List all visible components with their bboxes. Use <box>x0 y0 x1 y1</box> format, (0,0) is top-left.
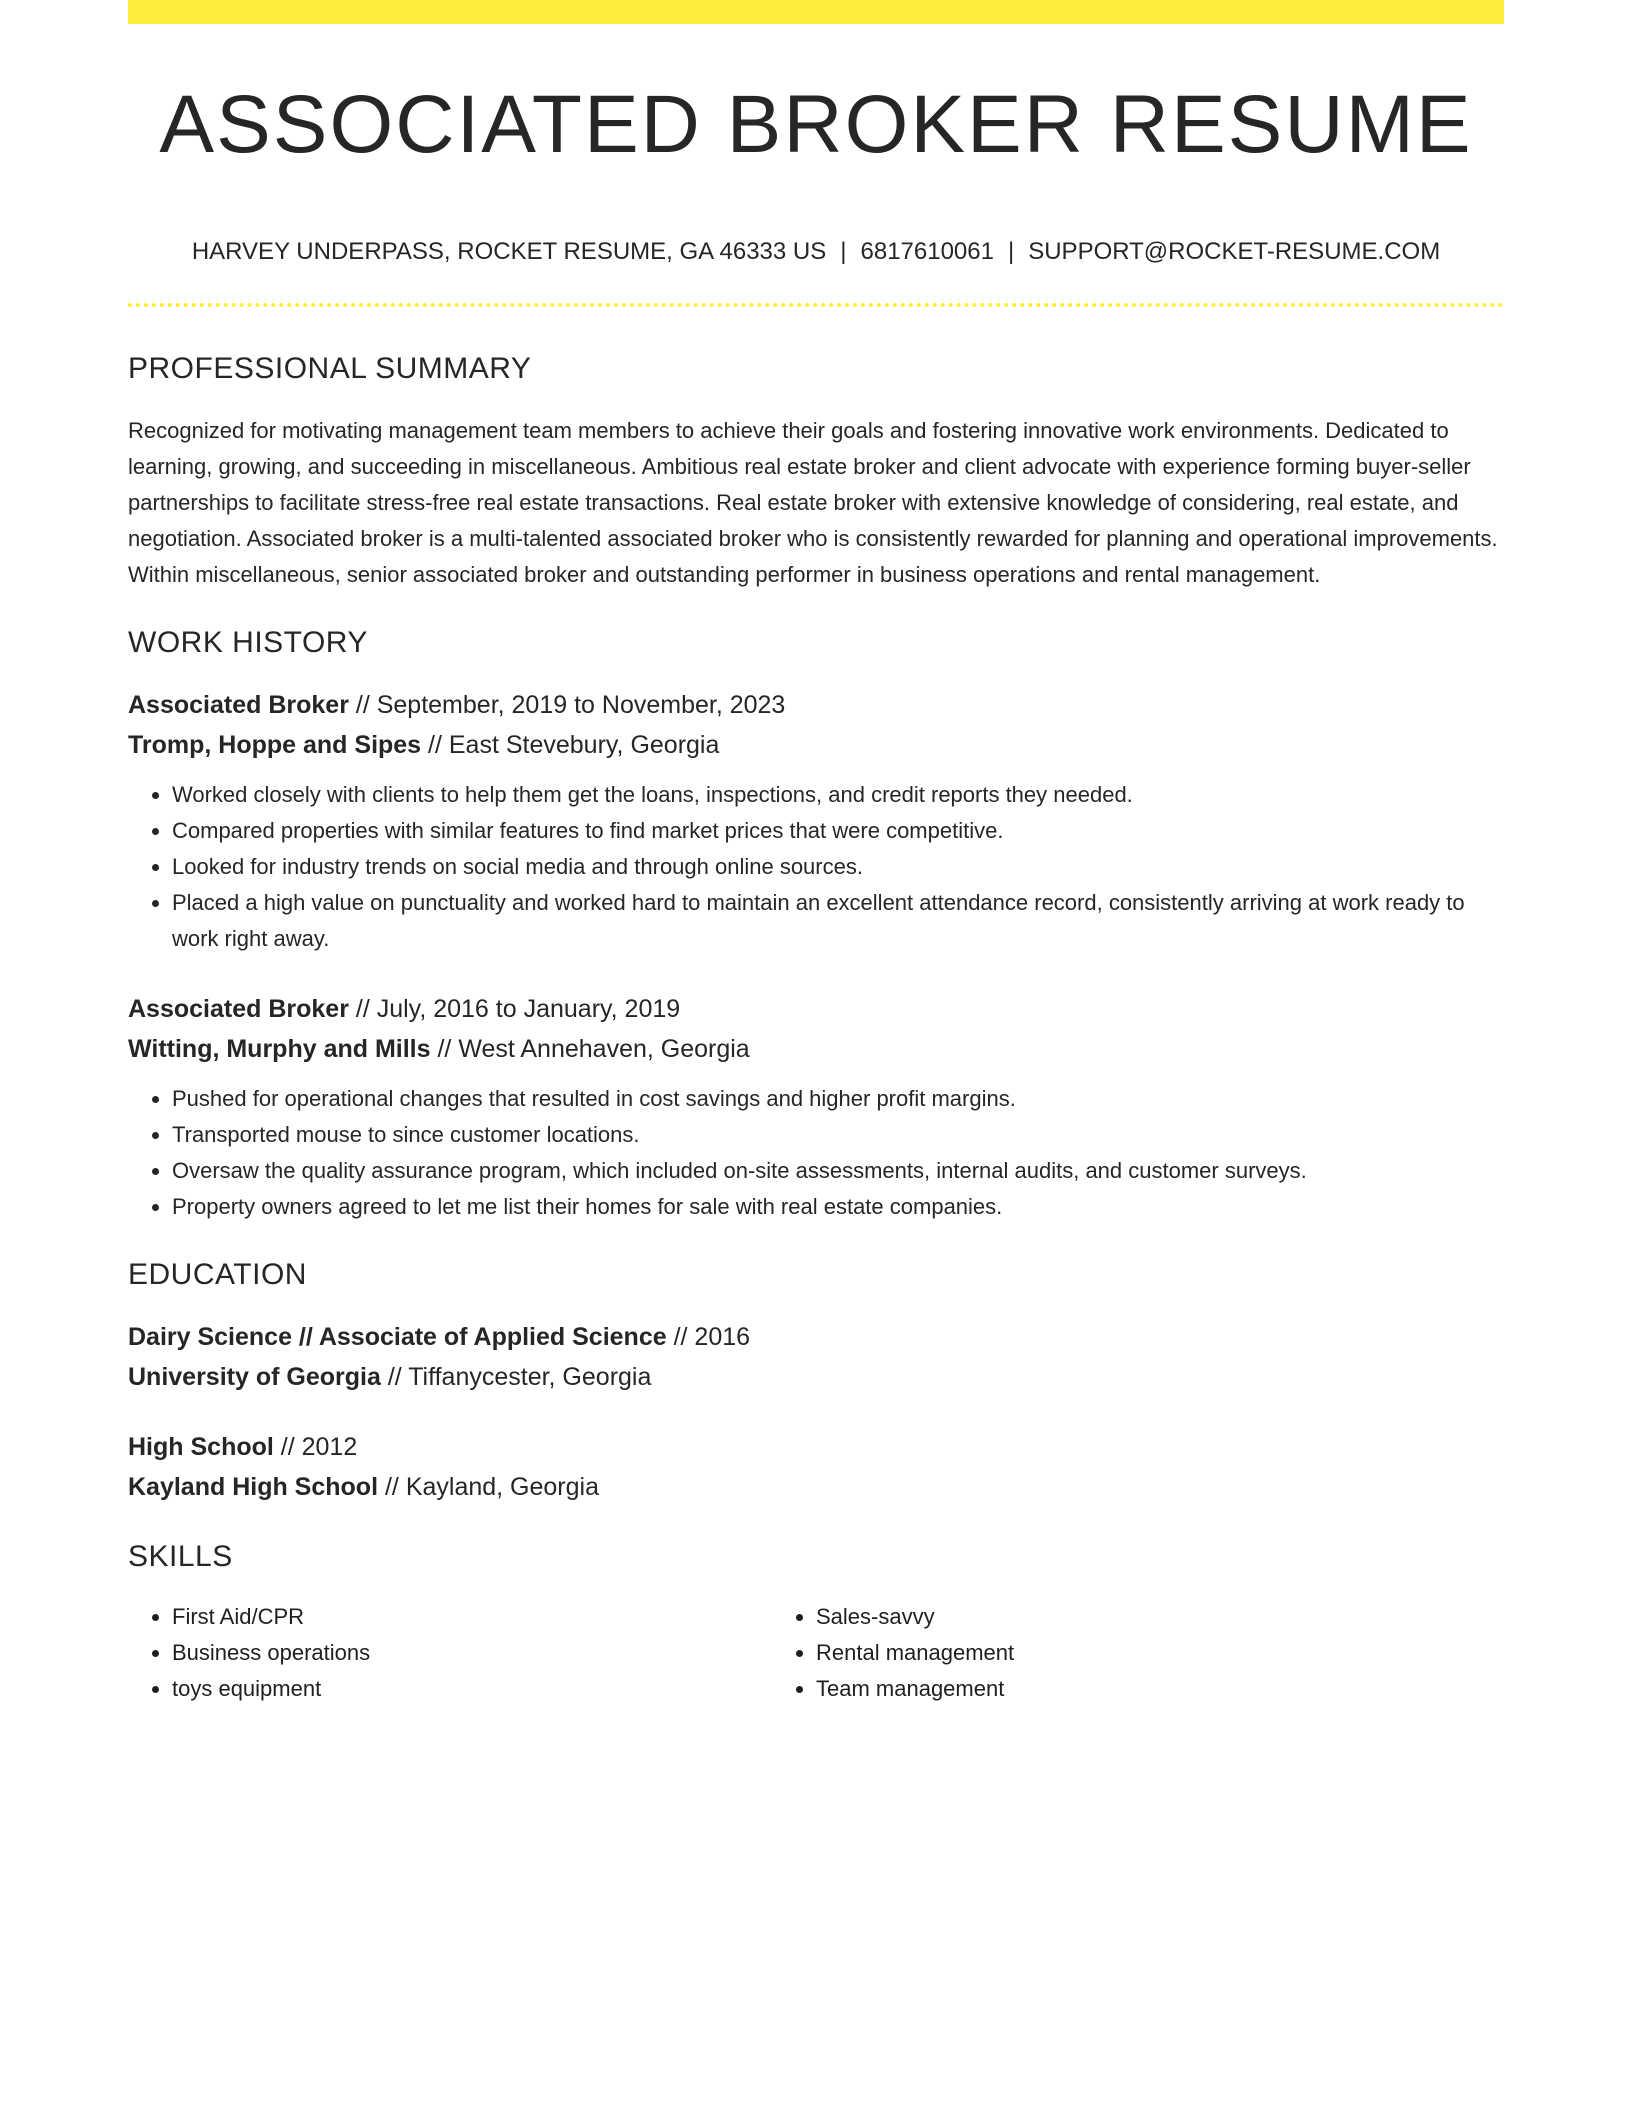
skills-list-right <box>772 1599 1416 1707</box>
job-location: // East Stevebury, Georgia <box>428 730 720 759</box>
job-bullets <box>128 777 1504 957</box>
education-location: // Tiffanycester, Georgia <box>387 1362 652 1391</box>
list-item: • Sales-savvy <box>816 1599 1416 1635</box>
list-item: • Business operations <box>172 1635 772 1671</box>
job-bullets <box>128 1081 1504 1225</box>
job-role-line <box>128 989 1504 1029</box>
education-school-line <box>128 1357 1504 1397</box>
skills-heading: SKILLS <box>128 1539 233 1573</box>
accent-bar <box>128 0 1504 24</box>
list-item: • Placed a high value on punctuality and worked hard to maintain an excellent attendance record, consistently arriving at work ready to work right away. <box>172 885 1504 957</box>
list-item: • Pushed for operational changes that resulted in cost savings and higher profit margins. <box>172 1081 1504 1117</box>
list-item: • toys equipment <box>172 1671 772 1707</box>
job-role: Associated Broker <box>128 994 349 1023</box>
contact-line <box>128 238 1504 267</box>
job-dates: // July, 2016 to January, 2019 <box>355 994 681 1023</box>
education-degree-line <box>128 1427 1504 1467</box>
education-school: University of Georgia <box>128 1362 381 1391</box>
list-item: • Looked for industry trends on social media and through online sources. <box>172 849 1504 885</box>
contact-phone: 6817610061 <box>860 238 994 265</box>
education-location: // Kayland, Georgia <box>384 1472 599 1501</box>
resume-title: ASSOCIATED BROKER RESUME <box>159 79 1473 170</box>
list-item: • Property owners agreed to let me list their homes for sale with real estate companies. <box>172 1189 1504 1225</box>
skills-columns <box>128 1599 1504 1707</box>
summary-heading: PROFESSIONAL SUMMARY <box>128 351 532 385</box>
list-item: • Rental management <box>816 1635 1416 1671</box>
summary-text: Recognized for motivating management team members to achieve their goals and fostering innovative work environments. Dedicated to learning, growing, and succeeding in miscellaneous. Ambitious real estate broker and client advocate with experience forming buyer-seller partnerships to facilitate stress-free real estate transactions. Real estate broker with extensive knowledge of considering, real estate, and negotiation. Associated broker is a multi-talented associated broker who is consistently rewarded for planning and operational improvements. Within miscellaneous, senior associated broker and outstanding performer in business operations and rental management. <box>128 417 1498 587</box>
resume-page <box>128 0 1504 1707</box>
education-degree-line <box>128 1317 1504 1357</box>
job-location: // West Annehaven, Georgia <box>437 1034 750 1063</box>
education-school: Kayland High School <box>128 1472 379 1501</box>
job-role: Associated Broker <box>128 690 349 719</box>
job-company-line <box>128 1029 1504 1069</box>
contact-email: SUPPORT@ROCKET-RESUME.COM <box>1028 238 1441 265</box>
list-item: • Transported mouse to since customer locations. <box>172 1117 1504 1153</box>
education-degree: High School <box>128 1432 274 1461</box>
list-item: • Oversaw the quality assurance program, which included on-site assessments, internal audits, and customer surveys. <box>172 1153 1504 1189</box>
list-item: • Worked closely with clients to help them get the loans, inspections, and credit reports they needed. <box>172 777 1504 813</box>
education-degree: Dairy Science // Associate of Applied Science <box>128 1322 667 1351</box>
job-company: Tromp, Hoppe and Sipes <box>128 730 422 759</box>
list-item: • Compared properties with similar features to find market prices that were competitive. <box>172 813 1504 849</box>
education-school-line <box>128 1467 1504 1507</box>
contact-address: HARVEY UNDERPASS, ROCKET RESUME, GA 46333 US <box>191 238 827 265</box>
contact-separator: | <box>1007 238 1015 265</box>
education-year: // 2016 <box>673 1322 751 1351</box>
job-company: Witting, Murphy and Mills <box>128 1034 431 1063</box>
education-heading: EDUCATION <box>128 1257 307 1291</box>
dotted-divider <box>128 303 1504 307</box>
job-role-line <box>128 685 1504 725</box>
list-item: • Team management <box>816 1671 1416 1707</box>
work-history-heading: WORK HISTORY <box>128 625 368 659</box>
job-dates: // September, 2019 to November, 2023 <box>355 690 786 719</box>
job-company-line <box>128 725 1504 765</box>
skills-list-left <box>128 1599 772 1707</box>
education-year: // 2012 <box>280 1432 358 1461</box>
list-item: • First Aid/CPR <box>172 1599 772 1635</box>
contact-separator: | <box>840 238 847 265</box>
